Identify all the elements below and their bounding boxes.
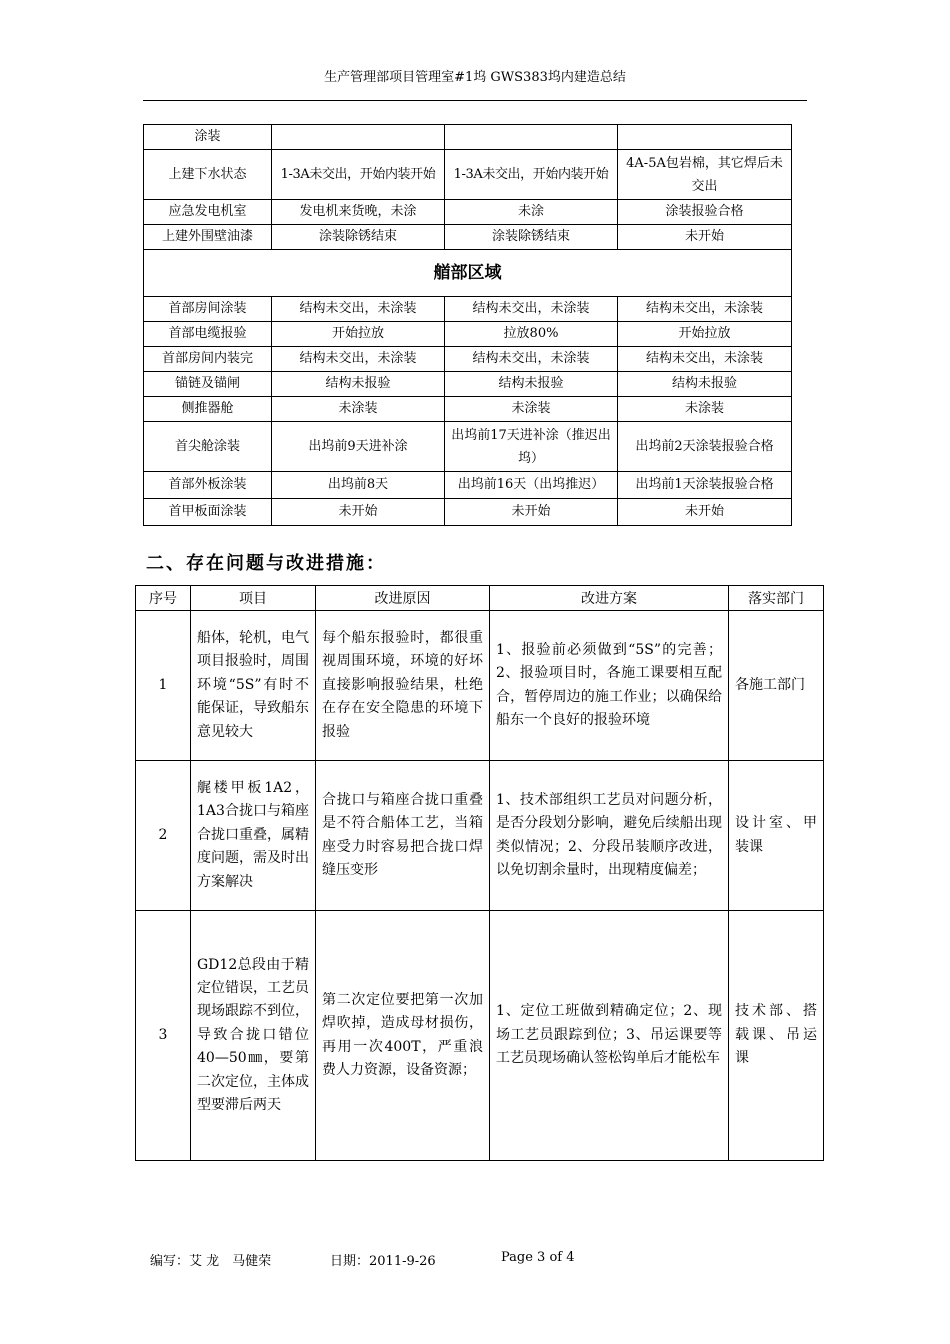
cell: 发电机来货晚，未涂 <box>272 200 445 225</box>
issue-reason: 合拢口与箱座合拢口重叠是不符合船体工艺，当箱座受力时容易把合拢口焊缝压变形 <box>316 761 490 911</box>
cell: 结构未报验 <box>272 372 445 397</box>
cell: 结构未报验 <box>445 372 618 397</box>
issue-dept: 设计室、甲装课 <box>729 761 824 911</box>
row-item: 上建外围壁油漆 <box>144 225 272 250</box>
row-item: 首部外板涂装 <box>144 472 272 499</box>
issue-reason: 第二次定位要把第一次加焊吹掉，造成母材损伤，再用一次400T，严重浪费人力资源，设备资源； <box>316 911 490 1161</box>
table-row <box>136 761 824 911</box>
cell: 未涂装 <box>618 397 792 422</box>
column-header: 项目 <box>191 586 316 611</box>
row-item: 锚链及锚闸 <box>144 372 272 397</box>
table-row <box>144 150 792 200</box>
table-row <box>144 125 792 150</box>
cell: 结构未报验 <box>618 372 792 397</box>
row-item: 涂装 <box>144 125 272 150</box>
row-item: 应急发电机室 <box>144 200 272 225</box>
table-row <box>144 472 792 499</box>
cell: 未涂 <box>445 200 618 225</box>
section-heading: 二、存在问题与改进措施： <box>146 553 386 574</box>
cell: 开始拉放 <box>272 322 445 347</box>
progress-table <box>143 124 792 526</box>
table-row <box>144 200 792 225</box>
issue-dept: 各施工部门 <box>729 611 824 761</box>
column-header: 改进方案 <box>490 586 729 611</box>
issue-dept: 技术部、搭载课、吊运课 <box>729 911 824 1161</box>
footer-date-label: 日期： <box>330 1254 370 1269</box>
cell: 出坞前8天 <box>272 472 445 499</box>
issue-reason: 每个船东报验时，都很重视周围环境，环境的好坏直接影响报验结果，杜绝在存在安全隐患的环境下报验 <box>316 611 490 761</box>
footer-author-names: 艾 龙 马健荣 <box>189 1254 272 1269</box>
row-item: 首尖舱涂装 <box>144 422 272 472</box>
cell <box>618 125 792 150</box>
issue-item: GD12总段由于精定位错误，工艺员现场跟踪不到位，导致合拢口错位40—50㎜，要第二次定位，主体成型要滞后两天 <box>191 911 316 1161</box>
table-row <box>144 322 792 347</box>
issue-item: 船体，轮机，电气项目报验时，周围环境“5S”有时不能保证，导致船东意见较大 <box>191 611 316 761</box>
row-number: 2 <box>136 761 191 911</box>
cell: 1-3A未交出，开始内装开始 <box>272 150 445 200</box>
row-number: 1 <box>136 611 191 761</box>
issues-table <box>135 585 824 1161</box>
cell: 出坞前9天进补涂 <box>272 422 445 472</box>
cell: 涂装除锈结束 <box>272 225 445 250</box>
row-item: 首部电缆报验 <box>144 322 272 347</box>
cell <box>445 125 618 150</box>
footer-date <box>330 1250 436 1269</box>
footer-page-number: Page 3 of 4 <box>501 1250 575 1265</box>
table-row <box>144 372 792 397</box>
cell: 4A-5A包岩棉，其它焊后未交出 <box>618 150 792 200</box>
section-title: 艏部区域 <box>144 250 792 297</box>
table-row <box>144 422 792 472</box>
row-item: 首部房间涂装 <box>144 297 272 322</box>
cell: 未开始 <box>272 499 445 526</box>
footer-date-value: 2011-9-26 <box>369 1254 436 1269</box>
issue-item: 艉楼甲板1A2，1A3合拢口与箱座合拢口重叠，属精度问题，需及时出方案解决 <box>191 761 316 911</box>
cell: 结构未交出，未涂装 <box>618 297 792 322</box>
issue-plan: 1、定位工班做到精确定位；2、现场工艺员跟踪到位；3、吊运课要等工艺员现场确认签松钩单后才能松车 <box>490 911 729 1161</box>
cell: 出坞前2天涂装报验合格 <box>618 422 792 472</box>
column-header: 改进原因 <box>316 586 490 611</box>
table-row <box>136 911 824 1161</box>
cell: 未开始 <box>618 225 792 250</box>
table-row <box>144 347 792 372</box>
section-row <box>144 250 792 297</box>
table-row <box>136 611 824 761</box>
row-item: 首甲板面涂装 <box>144 499 272 526</box>
cell: 未开始 <box>445 499 618 526</box>
table-row <box>144 225 792 250</box>
table-row <box>144 297 792 322</box>
row-item: 侧推器舱 <box>144 397 272 422</box>
cell: 涂装除锈结束 <box>445 225 618 250</box>
row-item: 首部房间内装完 <box>144 347 272 372</box>
cell: 1-3A未交出，开始内装开始 <box>445 150 618 200</box>
cell: 未开始 <box>618 499 792 526</box>
cell: 结构未交出，未涂装 <box>272 297 445 322</box>
row-number: 3 <box>136 911 191 1161</box>
cell: 开始拉放 <box>618 322 792 347</box>
page-header-title: 生产管理部项目管理室#1坞 GWS383坞内建造总结 <box>324 70 626 85</box>
row-item: 上建下水状态 <box>144 150 272 200</box>
cell: 结构未交出，未涂装 <box>272 347 445 372</box>
cell: 结构未交出，未涂装 <box>618 347 792 372</box>
cell: 拉放80% <box>445 322 618 347</box>
cell: 结构未交出，未涂装 <box>445 297 618 322</box>
cell: 未涂装 <box>445 397 618 422</box>
issue-plan: 1、报验前必须做到“5S”的完善；2、报验项目时，各施工课要相互配合，暂停周边的施工作业；以确保给船东一个良好的报验环境 <box>490 611 729 761</box>
table-row <box>144 499 792 526</box>
column-header: 序号 <box>136 586 191 611</box>
footer-author-label: 编写： <box>150 1254 190 1269</box>
cell: 未涂装 <box>272 397 445 422</box>
issue-plan: 1、技术部组织工艺员对问题分析，是否分段划分影响，避免后续船出现类似情况；2、分段吊装顺序改进，以免切割余量时，出现精度偏差； <box>490 761 729 911</box>
cell: 结构未交出，未涂装 <box>445 347 618 372</box>
cell: 涂装报验合格 <box>618 200 792 225</box>
cell <box>272 125 445 150</box>
cell: 出坞前17天进补涂（推迟出坞） <box>445 422 618 472</box>
footer-author <box>150 1250 271 1269</box>
header-rule <box>143 100 807 101</box>
table-row <box>144 397 792 422</box>
header-row <box>136 586 824 611</box>
cell: 出坞前1天涂装报验合格 <box>618 472 792 499</box>
cell: 出坞前16天（出坞推迟） <box>445 472 618 499</box>
column-header: 落实部门 <box>729 586 824 611</box>
